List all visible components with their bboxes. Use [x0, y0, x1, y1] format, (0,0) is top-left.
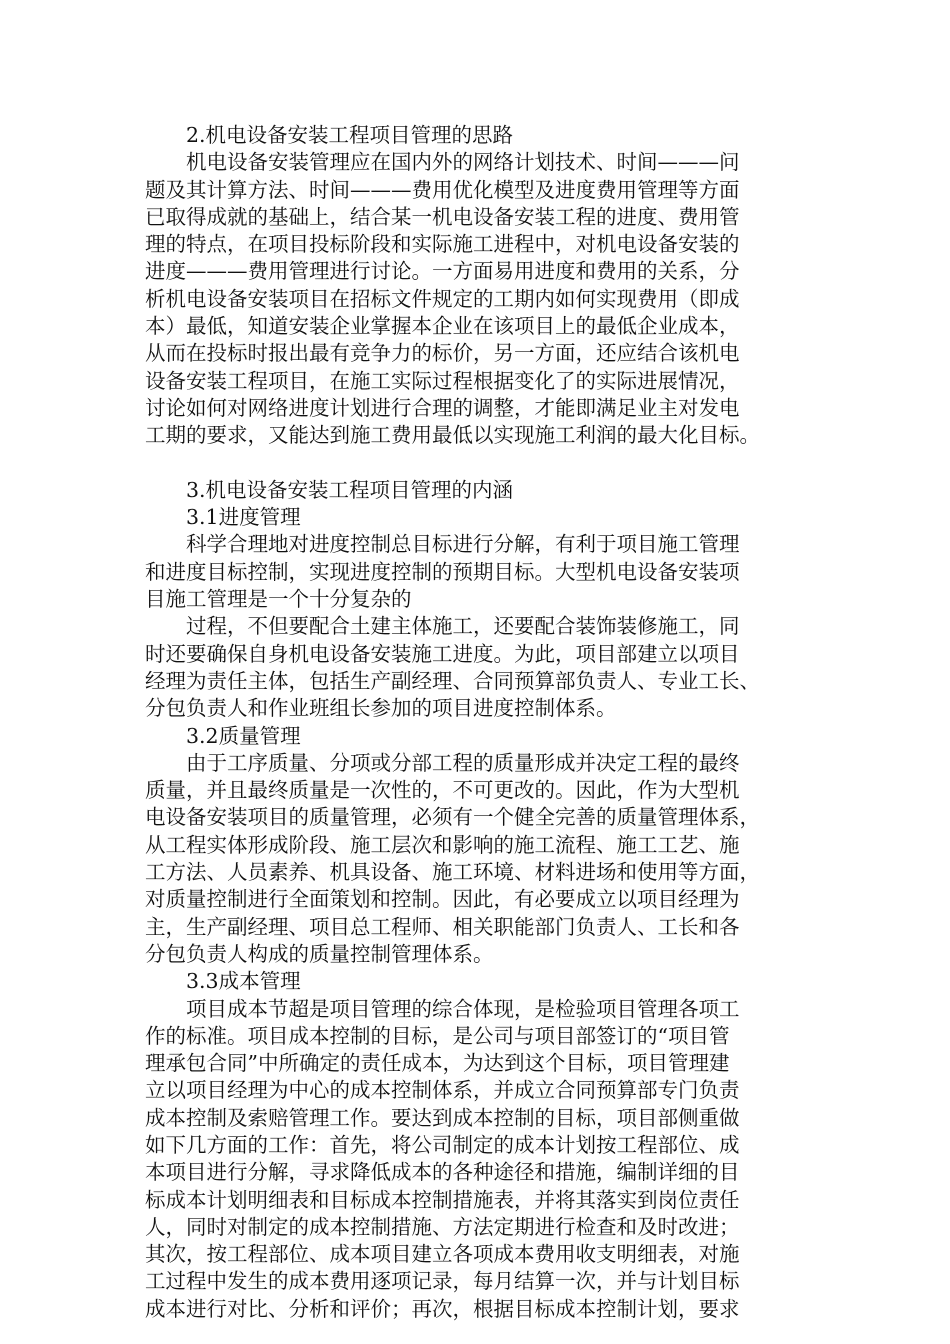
paragraph-line: 电设备安装项目的质量管理，必须有一个健全完善的质量管理体系， — [145, 805, 760, 830]
paragraph-line: 标成本计划明细表和目标成本控制措施表，并将其落实到岗位责任 — [145, 1187, 740, 1212]
paragraph-line: 成本进行对比、分析和评价；再次，根据目标成本控制计划，要求 — [145, 1296, 740, 1321]
blank-line — [145, 450, 805, 477]
paragraph-line: 过程，不但要配合土建主体施工，还要配合装饰装修施工，同 — [186, 614, 740, 639]
paragraph-line: 质量，并且最终质量是一次性的，不可更改的。因此，作为大型机 — [145, 778, 740, 803]
paragraph-line: 本项目进行分解，寻求降低成本的各种途径和措施，编制详细的目 — [145, 1160, 740, 1185]
paragraph-line: 设备安装工程项目，在施工实际过程根据变化了的实际进展情况， — [145, 368, 740, 393]
paragraph-line: 工期的要求，又能达到施工费用最低以实现施工利润的最大化目标。 — [145, 423, 760, 448]
paragraph-line: 从工程实体形成阶段、施工层次和影响的施工流程、施工工艺、施 — [145, 832, 740, 857]
paragraph-line: 人，同时对制定的成本控制措施、方法定期进行检查和及时改进； — [145, 1214, 740, 1239]
paragraph-line: 如下几方面的工作：首先，将公司制定的成本计划按工程部位、成 — [145, 1132, 740, 1157]
paragraph-line: 进度———费用管理进行讨论。一方面易用进度和费用的关系，分 — [145, 259, 740, 284]
paragraph-line: 主，生产副经理、项目总工程师、相关职能部门负责人、工长和各 — [145, 914, 740, 939]
paragraph-line: 本）最低，知道安装企业掌握本企业在该项目上的最低企业成本， — [145, 314, 740, 339]
paragraph-line: 分包负责人和作业班组长参加的项目进度控制体系。 — [145, 696, 617, 721]
paragraph-line: 讨论如何对网络进度计划进行合理的调整，才能即满足业主对发电 — [145, 395, 740, 420]
paragraph-line: 已取得成就的基础上，结合某一机电设备安装工程的进度、费用管 — [145, 204, 740, 229]
paragraph-line: 和进度目标控制，实现进度控制的预期目标。大型机电设备安装项 — [145, 559, 740, 584]
paragraph-line: 其次，按工程部位、成本项目建立各项成本费用收支明细表，对施 — [145, 1242, 740, 1267]
paragraph-line: 理的特点，在项目投标阶段和实际施工进程中，对机电设备安装的 — [145, 232, 740, 257]
paragraph-line: 分包负责人构成的质量控制管理体系。 — [145, 941, 494, 966]
paragraph-line: 成本控制及索赔管理工作。要达到成本控制的目标，项目部侧重做 — [145, 1105, 740, 1130]
section-heading-3: 3.机电设备安装工程项目管理的内涵 — [186, 477, 514, 502]
paragraph-line: 立以项目经理为中心的成本控制体系，并成立合同预算部专门负责 — [145, 1078, 740, 1103]
paragraph-line: 作的标准。项目成本控制的目标，是公司与项目部签订的“项目管 — [145, 1023, 730, 1048]
subsection-heading-3-2: 3.2质量管理 — [186, 723, 301, 748]
paragraph-line: 工方法、人员素养、机具设备、施工环境、材料进场和使用等方面， — [145, 860, 760, 885]
document-body — [145, 122, 805, 1323]
paragraph-line: 目施工管理是一个十分复杂的 — [145, 587, 412, 612]
paragraph-line: 从而在投标时报出最有竞争力的标价，另一方面，还应结合该机电 — [145, 341, 740, 366]
section-heading-2: 2.机电设备安装工程项目管理的思路 — [186, 123, 514, 147]
subsection-heading-3-1: 3.1进度管理 — [186, 505, 301, 530]
paragraph-line: 题及其计算方法、时间———费用优化模型及进度费用管理等方面 — [145, 177, 740, 202]
paragraph-line: 对质量控制进行全面策划和控制。因此，有必要成立以项目经理为 — [145, 887, 740, 912]
paragraph-line: 理承包合同”中所确定的责任成本，为达到这个目标，项目管理建 — [145, 1051, 730, 1076]
paragraph-line: 由于工序质量、分项或分部工程的质量形成并决定工程的最终 — [186, 750, 740, 775]
paragraph-line: 科学合理地对进度控制总目标进行分解，有利于项目施工管理 — [186, 532, 740, 557]
subsection-heading-3-3: 3.3成本管理 — [186, 969, 301, 994]
paragraph-line: 机电设备安装管理应在国内外的网络计划技术、时间———问 — [186, 150, 740, 175]
paragraph-line: 析机电设备安装项目在招标文件规定的工期内如何实现费用（即成 — [145, 286, 740, 311]
paragraph-line: 工过程中发生的成本费用逐项记录，每月结算一次，并与计划目标 — [145, 1269, 740, 1294]
paragraph-line: 时还要确保自身机电设备安装施工进度。为此，项目部建立以项目 — [145, 641, 740, 666]
paragraph-line: 项目成本节超是项目管理的综合体现，是检验项目管理各项工 — [186, 996, 740, 1021]
paragraph-line: 经理为责任主体，包括生产副经理、合同预算部负责人、专业工长、 — [145, 668, 760, 693]
